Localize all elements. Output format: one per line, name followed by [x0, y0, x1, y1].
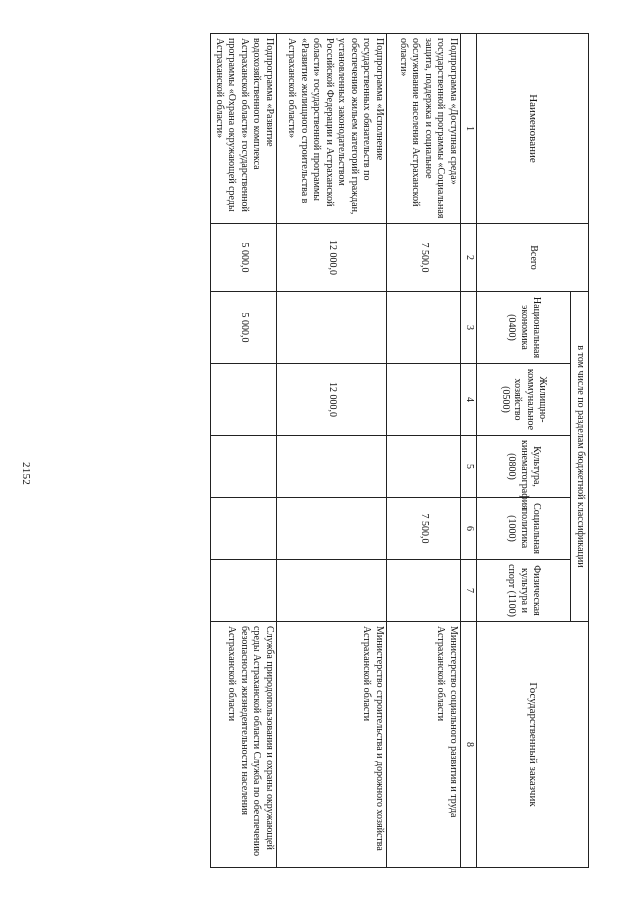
row-c0400	[387, 292, 461, 364]
header-col-0800: Культура, кинематография (0800)	[477, 436, 571, 498]
column-number: 1	[461, 34, 477, 224]
row-name: Подпрограмма «Исполнение государственных обязательств по обеспечению жильем категорий граждан, установленных законодательством Российской Федерации и Астраханской области» государственной программы «Развитие жилищного строительства в Астраханской области»	[277, 34, 387, 224]
row-customer: Министерство строительства и дорожного хозяйства Астраханской области	[277, 622, 387, 868]
budget-table-rotated	[214, 33, 589, 867]
row-c0500	[387, 364, 461, 436]
budget-table	[211, 33, 590, 868]
table-row	[211, 34, 277, 868]
column-number: 6	[461, 498, 477, 560]
table-row	[387, 34, 461, 868]
header-total: Всего	[477, 224, 589, 292]
row-total: 12 000,0	[277, 224, 387, 292]
table-row	[277, 34, 387, 868]
column-number: 7	[461, 560, 477, 622]
column-number: 5	[461, 436, 477, 498]
row-c0800	[211, 436, 277, 498]
row-c0800	[277, 436, 387, 498]
row-c0500	[211, 364, 277, 436]
row-c1000	[277, 498, 387, 560]
row-c0500: 12 000,0	[277, 364, 387, 436]
row-name: Подпрограмма «Доступная среда» государственной программы «Социальная защита, поддержка и социальное обслуживание населения Астраханской области»	[387, 34, 461, 224]
header-name: Наименование	[477, 34, 589, 224]
header-col-1000: Социальная политика (1000)	[477, 498, 571, 560]
header-col-1100: Физическая культура и спорт (1100)	[477, 560, 571, 622]
row-c1100	[387, 560, 461, 622]
header-group: в том числе по разделам бюджетной классификации	[571, 292, 589, 622]
row-customer: Министерство социального развития и труда Астраханской области	[387, 622, 461, 868]
row-c1000: 7 500,0	[387, 498, 461, 560]
column-number: 4	[461, 364, 477, 436]
row-c1000	[211, 498, 277, 560]
row-c1100	[277, 560, 387, 622]
column-number: 3	[461, 292, 477, 364]
column-numbers-row	[461, 34, 477, 868]
row-c0800	[387, 436, 461, 498]
header-col-0500: Жилищно-коммунальное хозяйство (0500)	[477, 364, 571, 436]
row-customer: Служба природопользования и охраны окружающей среды Астраханской области Служба по обеспечению безопасности жизнедеятельности населения Астраханской области	[211, 622, 277, 868]
row-total: 5 000,0	[211, 224, 277, 292]
row-c0400	[277, 292, 387, 364]
page-number: 2152	[20, 462, 32, 486]
column-number: 8	[461, 622, 477, 868]
column-number: 2	[461, 224, 477, 292]
row-name: Подпрограмма «Развитие водохозяйственного комплекса Астраханской области» государственной программы «Охрана окружающей среды Астраханской области»	[211, 34, 277, 224]
row-c1100	[211, 560, 277, 622]
header-customer: Государственный заказчик	[477, 622, 589, 868]
header-col-0400: Национальная экономика (0400)	[477, 292, 571, 364]
row-c0400: 5 000,0	[211, 292, 277, 364]
row-total: 7 500,0	[387, 224, 461, 292]
